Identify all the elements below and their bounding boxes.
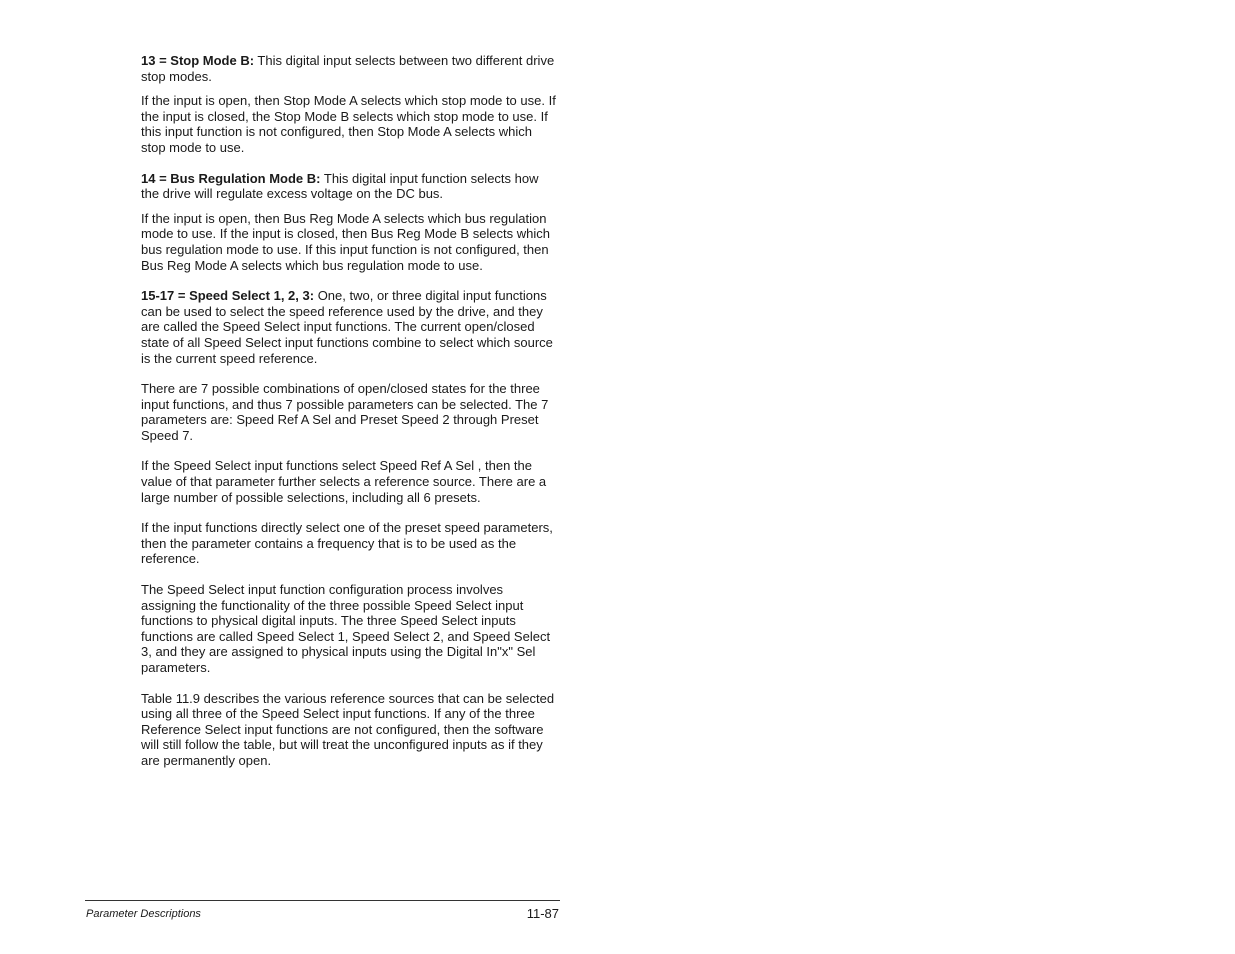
paragraph-configuration xyxy=(141,582,559,676)
paragraph-text: If the input is open, then Stop Mode A selects which stop mode to use. If the input is closed, the Stop Mode B selects which stop mode to use. If this input function is not configured, then Stop Mode A selects which stop mode to use. xyxy=(141,93,556,155)
footer-page-number: 11-87 xyxy=(526,906,559,921)
paragraph-text: One, two, or three digital input functions can be used to select the speed reference used by the drive, and they are called the Speed Select input functions. The current open/closed state of all Speed Select input functions combine to select which source is the current speed reference. xyxy=(141,288,553,366)
term-bus-regulation-mode-b: 14 = Bus Regulation Mode B: xyxy=(141,170,321,186)
paragraph-text: This digital input function selects how the drive will regulate excess voltage on the DC bus. xyxy=(141,170,539,202)
footer-divider xyxy=(85,900,560,901)
paragraph-preset-speed xyxy=(141,520,559,567)
paragraph-table-reference xyxy=(141,691,559,769)
footer-section-title: Parameter Descriptions xyxy=(86,908,201,920)
paragraph-combinations xyxy=(141,381,559,443)
term-speed-select: 15-17 = Speed Select 1, 2, 3: xyxy=(141,288,315,304)
paragraph-text: If the input functions directly select one of the preset speed parameters, then the parameter contains a frequency that is to be used as the reference. xyxy=(141,520,553,567)
paragraph-text: Table 11.9 describes the various reference sources that can be selected using all three of the Speed Select input functions. If any of the three Reference Select input functions are not configured, then the software will still follow the table, but will treat the unconfigured inputs as if they are permanently open. xyxy=(141,690,555,768)
paragraph-bus-regulation-mode-b xyxy=(141,171,559,202)
paragraph-text: If the input is open, then Bus Reg Mode A selects which bus regulation mode to use. If the input is closed, then Bus Reg Mode B selects which bus regulation mode to use. If this input function is not configured, then Bus Reg Mode A selects which bus regulation mode to use. xyxy=(141,210,550,273)
paragraph-stop-mode-detail xyxy=(141,93,559,155)
paragraph-speed-select xyxy=(141,288,559,366)
term-stop-mode-b: 13 = Stop Mode B: xyxy=(141,53,255,68)
paragraph-text: The Speed Select input function configuration process involves assigning the functionality of the three possible Speed Select input functions to physical digital inputs. The three Speed Select inputs functions are called Speed Select 1, Speed Select 2, and Speed Select 3, and they are assigned to physical inputs using the Digital In"x" Sel parameters. xyxy=(141,582,551,675)
paragraph-text: This digital input selects between two different drive stop modes. xyxy=(141,53,555,84)
paragraph-bus-reg-detail xyxy=(141,211,559,273)
page-body xyxy=(141,53,559,769)
paragraph-speed-ref-a-sel xyxy=(141,458,559,505)
paragraph-stop-mode-b xyxy=(141,53,559,84)
paragraph-text: There are 7 possible combinations of open/closed states for the three input functions, and thus 7 possible parameters can be selected. The 7 parameters are: Speed Ref A Sel and Preset Speed 2 through Preset Speed 7. xyxy=(141,381,549,443)
paragraph-text: If the Speed Select input functions select Speed Ref A Sel , then the value of that parameter further selects a reference source. There are a large number of possible selections, including all 6 presets. xyxy=(141,458,547,505)
